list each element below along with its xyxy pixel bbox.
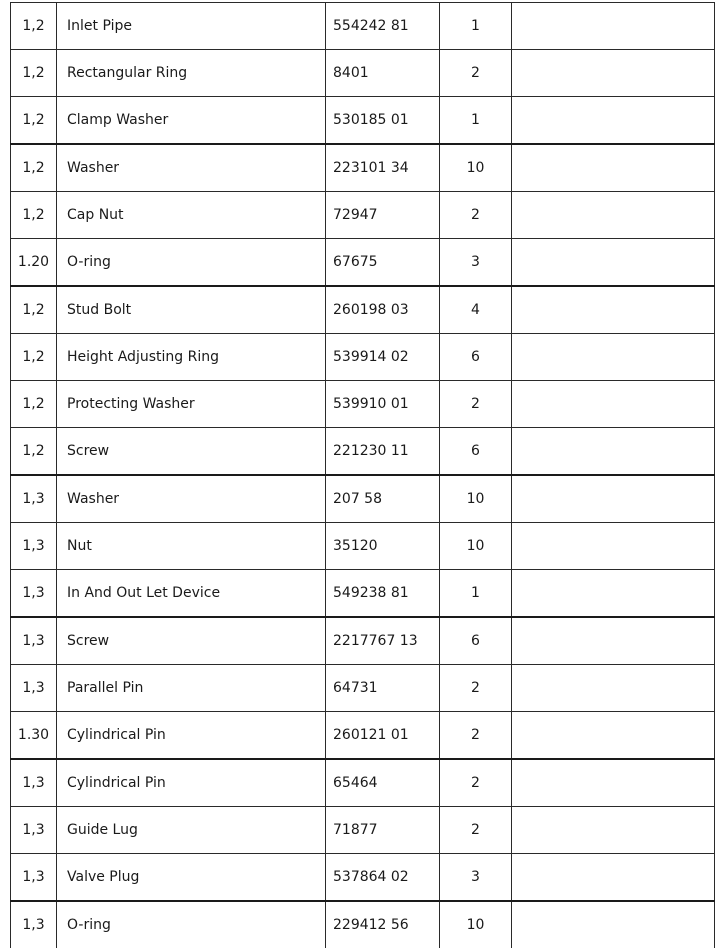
part-name-cell: Cylindrical Pin xyxy=(57,712,326,760)
note-cell xyxy=(512,617,715,665)
position-cell: 1,2 xyxy=(11,3,57,50)
part-name-cell: Height Adjusting Ring xyxy=(57,334,326,381)
part-number-cell: 554242 81 xyxy=(326,3,440,50)
table-row xyxy=(11,50,715,97)
part-number-cell: 530185 01 xyxy=(326,97,440,145)
part-number-cell: 229412 56 xyxy=(326,901,440,948)
position-cell: 1.30 xyxy=(11,712,57,760)
part-name-cell: Clamp Washer xyxy=(57,97,326,145)
table-row xyxy=(11,97,715,145)
parts-table xyxy=(10,2,715,948)
position-cell: 1,3 xyxy=(11,475,57,523)
part-number-cell: 539910 01 xyxy=(326,381,440,428)
note-cell xyxy=(512,901,715,948)
part-name-cell: Guide Lug xyxy=(57,807,326,854)
table-row xyxy=(11,3,715,50)
part-name-cell: Valve Plug xyxy=(57,854,326,902)
part-name-cell: Parallel Pin xyxy=(57,665,326,712)
position-cell: 1,3 xyxy=(11,759,57,807)
part-name-cell: Stud Bolt xyxy=(57,286,326,334)
quantity-cell: 2 xyxy=(440,712,512,760)
position-cell: 1,3 xyxy=(11,854,57,902)
part-name-cell: Cylindrical Pin xyxy=(57,759,326,807)
quantity-cell: 1 xyxy=(440,570,512,618)
position-cell: 1,2 xyxy=(11,97,57,145)
table-row xyxy=(11,712,715,760)
note-cell xyxy=(512,381,715,428)
part-number-cell: 537864 02 xyxy=(326,854,440,902)
position-cell: 1,2 xyxy=(11,334,57,381)
part-name-cell: In And Out Let Device xyxy=(57,570,326,618)
position-cell: 1,2 xyxy=(11,192,57,239)
table-row xyxy=(11,901,715,948)
note-cell xyxy=(512,3,715,50)
part-name-cell: Washer xyxy=(57,144,326,192)
part-name-cell: O-ring xyxy=(57,901,326,948)
part-number-cell: 260198 03 xyxy=(326,286,440,334)
table-row xyxy=(11,475,715,523)
position-cell: 1,3 xyxy=(11,807,57,854)
parts-table-body xyxy=(11,3,715,948)
quantity-cell: 4 xyxy=(440,286,512,334)
part-number-cell: 539914 02 xyxy=(326,334,440,381)
note-cell xyxy=(512,854,715,902)
part-number-cell: 221230 11 xyxy=(326,428,440,476)
quantity-cell: 10 xyxy=(440,475,512,523)
quantity-cell: 2 xyxy=(440,192,512,239)
part-number-cell: 71877 xyxy=(326,807,440,854)
table-row xyxy=(11,144,715,192)
table-row xyxy=(11,854,715,902)
note-cell xyxy=(512,286,715,334)
quantity-cell: 10 xyxy=(440,144,512,192)
note-cell xyxy=(512,192,715,239)
note-cell xyxy=(512,334,715,381)
part-number-cell: 8401 xyxy=(326,50,440,97)
table-row xyxy=(11,192,715,239)
position-cell: 1,2 xyxy=(11,428,57,476)
table-row xyxy=(11,286,715,334)
position-cell: 1,3 xyxy=(11,570,57,618)
position-cell: 1,3 xyxy=(11,523,57,570)
quantity-cell: 2 xyxy=(440,759,512,807)
part-number-cell: 260121 01 xyxy=(326,712,440,760)
quantity-cell: 10 xyxy=(440,523,512,570)
part-number-cell: 207 58 xyxy=(326,475,440,523)
note-cell xyxy=(512,239,715,287)
part-name-cell: Cap Nut xyxy=(57,192,326,239)
quantity-cell: 6 xyxy=(440,428,512,476)
position-cell: 1,2 xyxy=(11,50,57,97)
quantity-cell: 6 xyxy=(440,334,512,381)
position-cell: 1.20 xyxy=(11,239,57,287)
part-name-cell: Nut xyxy=(57,523,326,570)
quantity-cell: 10 xyxy=(440,901,512,948)
table-row xyxy=(11,334,715,381)
note-cell xyxy=(512,570,715,618)
position-cell: 1,2 xyxy=(11,144,57,192)
part-name-cell: Screw xyxy=(57,428,326,476)
quantity-cell: 2 xyxy=(440,807,512,854)
part-number-cell: 2217767 13 xyxy=(326,617,440,665)
table-row xyxy=(11,428,715,476)
note-cell xyxy=(512,428,715,476)
part-number-cell: 72947 xyxy=(326,192,440,239)
table-row xyxy=(11,759,715,807)
position-cell: 1,3 xyxy=(11,665,57,712)
note-cell xyxy=(512,144,715,192)
quantity-cell: 3 xyxy=(440,854,512,902)
part-name-cell: Screw xyxy=(57,617,326,665)
quantity-cell: 1 xyxy=(440,97,512,145)
quantity-cell: 3 xyxy=(440,239,512,287)
part-number-cell: 67675 xyxy=(326,239,440,287)
note-cell xyxy=(512,50,715,97)
note-cell xyxy=(512,807,715,854)
part-name-cell: Rectangular Ring xyxy=(57,50,326,97)
note-cell xyxy=(512,475,715,523)
part-number-cell: 35120 xyxy=(326,523,440,570)
part-name-cell: Washer xyxy=(57,475,326,523)
part-number-cell: 549238 81 xyxy=(326,570,440,618)
quantity-cell: 1 xyxy=(440,3,512,50)
quantity-cell: 2 xyxy=(440,50,512,97)
table-row xyxy=(11,570,715,618)
note-cell xyxy=(512,712,715,760)
note-cell xyxy=(512,665,715,712)
quantity-cell: 2 xyxy=(440,665,512,712)
position-cell: 1,3 xyxy=(11,617,57,665)
table-row xyxy=(11,239,715,287)
table-row xyxy=(11,523,715,570)
table-row xyxy=(11,807,715,854)
table-row xyxy=(11,381,715,428)
part-number-cell: 65464 xyxy=(326,759,440,807)
table-row xyxy=(11,665,715,712)
position-cell: 1,2 xyxy=(11,381,57,428)
part-name-cell: Inlet Pipe xyxy=(57,3,326,50)
position-cell: 1,2 xyxy=(11,286,57,334)
table-row xyxy=(11,617,715,665)
part-name-cell: O-ring xyxy=(57,239,326,287)
part-name-cell: Protecting Washer xyxy=(57,381,326,428)
quantity-cell: 2 xyxy=(440,381,512,428)
position-cell: 1,3 xyxy=(11,901,57,948)
quantity-cell: 6 xyxy=(440,617,512,665)
note-cell xyxy=(512,523,715,570)
note-cell xyxy=(512,759,715,807)
part-number-cell: 223101 34 xyxy=(326,144,440,192)
part-number-cell: 64731 xyxy=(326,665,440,712)
note-cell xyxy=(512,97,715,145)
